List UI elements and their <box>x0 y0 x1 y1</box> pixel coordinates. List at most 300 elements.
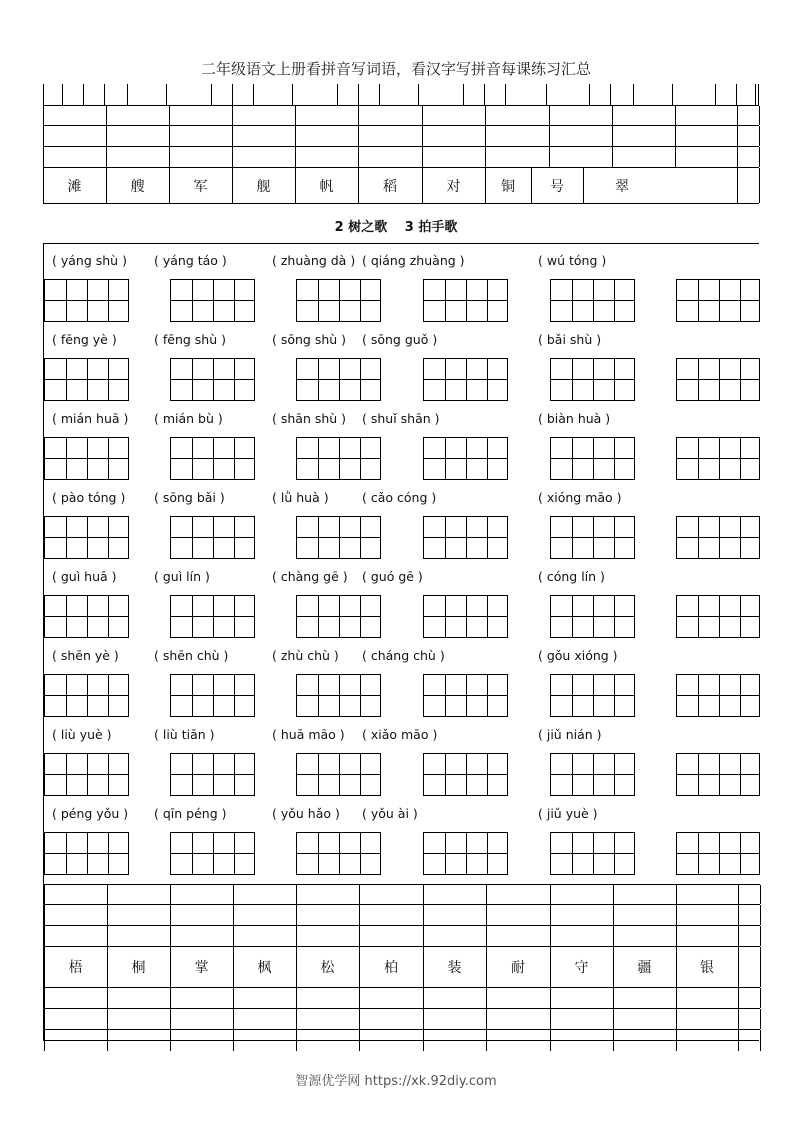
writing-box-group <box>44 674 129 717</box>
writing-box-group <box>676 674 760 717</box>
grid-line <box>445 754 446 795</box>
character-cell: 柏 <box>384 960 398 976</box>
grid-line <box>698 754 699 795</box>
grid-line <box>233 885 234 904</box>
pinyin-answer-row <box>43 126 759 147</box>
grid-line <box>339 596 340 637</box>
grid-line <box>213 754 214 795</box>
writing-box-group <box>296 832 381 875</box>
grid-line <box>737 106 738 125</box>
grid-line <box>572 280 573 321</box>
grid-line <box>676 988 677 1008</box>
writing-box-group <box>44 437 129 480</box>
grid-line <box>487 517 488 558</box>
grid-line <box>360 280 361 321</box>
pinyin-prompt: ( shuǐ shān ) <box>362 411 440 426</box>
page-title: 二年级语文上册看拼音写词语，看汉字写拼音每课练习汇总 <box>200 60 591 78</box>
writing-box-group <box>296 595 381 638</box>
grid-line <box>738 926 739 946</box>
writing-box-group <box>676 279 760 322</box>
notch-cell <box>127 84 167 106</box>
grid-line <box>234 280 235 321</box>
pinyin-prompt: ( shēn yè ) <box>52 648 119 663</box>
bottom-grid-row <box>44 947 760 988</box>
grid-line <box>486 1009 487 1029</box>
grid-line <box>738 1009 739 1029</box>
grid-line <box>487 754 488 795</box>
grid-line <box>318 438 319 479</box>
character-cell: 滩 <box>67 178 82 195</box>
pinyin-prompt: ( biàn huà ) <box>538 411 611 426</box>
grid-line <box>737 126 738 146</box>
character-cell: 翠 <box>615 178 629 195</box>
grid-line <box>759 106 760 125</box>
grid-line <box>612 147 613 167</box>
grid-line <box>487 438 488 479</box>
grid-line <box>192 359 193 400</box>
grid-line <box>339 280 340 321</box>
grid-line <box>107 905 108 925</box>
grid-line <box>358 106 359 125</box>
grid-line <box>760 947 761 987</box>
pinyin-prompt: ( mián huā ) <box>52 411 129 426</box>
character-cell: 号 <box>550 178 564 195</box>
grid-line <box>738 1030 739 1051</box>
writing-box-group <box>423 437 508 480</box>
grid-line <box>550 905 551 925</box>
writing-box-group <box>44 279 129 322</box>
pinyin-prompt: ( yǒu hǎo ) <box>272 806 340 821</box>
writing-box-group <box>550 516 635 559</box>
writing-box-group <box>550 437 635 480</box>
grid-line <box>549 147 550 167</box>
grid-line <box>192 596 193 637</box>
grid-line <box>677 537 759 538</box>
grid-line <box>698 833 699 874</box>
pinyin-prompt-row <box>44 797 760 833</box>
grid-line <box>66 359 67 400</box>
grid-line <box>485 147 486 167</box>
grid-line <box>423 905 424 925</box>
grid-line <box>192 438 193 479</box>
grid-line <box>676 1009 677 1029</box>
grid-line <box>108 833 109 874</box>
grid-line <box>108 359 109 400</box>
writing-box-group <box>170 358 255 401</box>
character-row <box>43 168 759 204</box>
bottom-grid-row <box>44 926 760 947</box>
grid-line <box>698 280 699 321</box>
grid-line <box>66 754 67 795</box>
character-cell: 银 <box>700 960 714 976</box>
grid-line <box>87 675 88 716</box>
grid-line <box>677 379 759 380</box>
grid-line <box>593 280 594 321</box>
grid-line <box>318 754 319 795</box>
writing-box-group <box>44 358 129 401</box>
grid-line <box>107 1009 108 1029</box>
grid-line <box>612 106 613 125</box>
grid-line <box>106 106 107 125</box>
grid-line <box>43 106 44 125</box>
pinyin-prompt: ( fēng yè ) <box>52 332 117 347</box>
grid-line <box>487 675 488 716</box>
grid-line <box>44 905 45 925</box>
grid-line <box>614 833 615 874</box>
grid-line <box>760 1030 761 1051</box>
pinyin-prompt: ( yǒu ài ) <box>362 806 418 821</box>
grid-line <box>719 438 720 479</box>
grid-line <box>677 616 759 617</box>
bottom-grid-row <box>44 1009 760 1030</box>
grid-line <box>677 300 759 301</box>
grid-line <box>466 754 467 795</box>
footer-watermark: 智源优学网 https://xk.92diy.com <box>295 1074 497 1089</box>
grid-line <box>233 988 234 1008</box>
grid-line <box>108 438 109 479</box>
grid-line <box>339 675 340 716</box>
grid-line <box>760 885 761 904</box>
grid-line <box>486 905 487 925</box>
grid-line <box>738 905 739 925</box>
notch-cell <box>83 84 105 106</box>
tianzige-row <box>44 516 760 559</box>
grid-line <box>487 359 488 400</box>
grid-line <box>740 438 741 479</box>
character-cell: 松 <box>320 960 335 976</box>
grid-line <box>698 517 699 558</box>
grid-line <box>360 754 361 795</box>
grid-line <box>107 885 108 904</box>
pinyin-prompt: ( yáng shù ) <box>52 253 127 268</box>
pinyin-prompt: ( mián bù ) <box>154 411 223 426</box>
grid-line <box>169 126 170 146</box>
grid-line <box>614 754 615 795</box>
grid-line <box>738 988 739 1008</box>
writing-box-group <box>676 832 760 875</box>
grid-line <box>296 1009 297 1029</box>
grid-line <box>87 833 88 874</box>
pinyin-prompt: ( gǒu xióng ) <box>538 648 618 663</box>
pinyin-prompt: ( zhù chù ) <box>272 648 339 663</box>
pinyin-prompt: ( jiǔ nián ) <box>538 727 602 742</box>
grid-line <box>423 1009 424 1029</box>
pinyin-answer-row <box>43 105 759 126</box>
grid-line <box>593 517 594 558</box>
grid-line <box>719 833 720 874</box>
pinyin-prompt: ( lǜ huà ) <box>272 490 329 505</box>
grid-line <box>572 517 573 558</box>
grid-line <box>66 280 67 321</box>
writing-box-group <box>423 753 508 796</box>
character-cell: 掌 <box>194 960 209 976</box>
grid-line <box>234 359 235 400</box>
grid-line <box>232 106 233 125</box>
grid-line <box>360 833 361 874</box>
grid-line <box>593 438 594 479</box>
grid-line <box>359 1030 360 1051</box>
grid-line <box>614 438 615 479</box>
grid-line <box>423 926 424 946</box>
pinyin-prompt: ( cóng lín ) <box>538 569 605 584</box>
grid-line <box>550 926 551 946</box>
tianzige-row <box>44 437 760 480</box>
grid-line <box>719 596 720 637</box>
grid-line <box>192 517 193 558</box>
grid-line <box>445 675 446 716</box>
pinyin-prompt: ( péng yǒu ) <box>52 806 129 821</box>
notch-cell <box>253 84 293 106</box>
grid-line <box>43 147 44 167</box>
character-cell: 梧 <box>68 960 83 976</box>
character-cell: 铜 <box>501 178 515 195</box>
writing-box-group <box>44 516 129 559</box>
bottom-grid-row <box>44 884 760 905</box>
notch-cell <box>505 84 547 106</box>
grid-line <box>360 596 361 637</box>
notch-cell <box>43 84 63 106</box>
grid-line <box>233 905 234 925</box>
character-cell: 帆 <box>319 178 334 195</box>
grid-line <box>760 1009 761 1029</box>
grid-line <box>213 517 214 558</box>
grid-line <box>107 1030 108 1051</box>
writing-box-group <box>550 674 635 717</box>
grid-line <box>232 126 233 146</box>
grid-line <box>359 988 360 1008</box>
grid-line <box>295 147 296 167</box>
grid-line <box>422 147 423 167</box>
character-cell: 耐 <box>511 960 525 976</box>
grid-line <box>487 833 488 874</box>
writing-box-group <box>423 516 508 559</box>
pinyin-prompt: ( qiáng zhuàng ) <box>362 253 465 268</box>
grid-line <box>107 988 108 1008</box>
grid-line <box>677 695 759 696</box>
grid-line <box>44 885 45 904</box>
grid-line <box>170 885 171 904</box>
grid-line <box>593 596 594 637</box>
grid-line <box>234 596 235 637</box>
grid-line <box>192 675 193 716</box>
pinyin-prompt: ( jiǔ yuè ) <box>538 806 598 821</box>
grid-line <box>234 833 235 874</box>
bottom-grid-row <box>44 988 760 1009</box>
grid-line <box>232 147 233 167</box>
grid-line <box>740 280 741 321</box>
grid-line <box>740 833 741 874</box>
grid-line <box>677 774 759 775</box>
grid-line <box>339 833 340 874</box>
grid-line <box>466 596 467 637</box>
grid-line <box>358 147 359 167</box>
grid-line <box>108 596 109 637</box>
grid-line <box>234 517 235 558</box>
grid-line <box>614 675 615 716</box>
grid-line <box>170 988 171 1008</box>
grid-line <box>485 126 486 146</box>
grid-line <box>43 126 44 146</box>
pinyin-prompt: ( qīn péng ) <box>154 806 227 821</box>
grid-line <box>296 926 297 946</box>
grid-line <box>719 754 720 795</box>
grid-line <box>318 280 319 321</box>
grid-line <box>719 280 720 321</box>
grid-line <box>233 926 234 946</box>
grid-line <box>466 833 467 874</box>
writing-box-group <box>296 437 381 480</box>
grid-line <box>486 926 487 946</box>
grid-line <box>107 926 108 946</box>
grid-line <box>759 168 760 203</box>
pinyin-prompt-row <box>44 560 760 596</box>
pinyin-prompt: ( chàng gē ) <box>272 569 348 584</box>
grid-line <box>593 359 594 400</box>
character-cell: 疆 <box>637 960 652 976</box>
grid-line <box>360 438 361 479</box>
grid-line <box>572 359 573 400</box>
grid-line <box>740 754 741 795</box>
grid-line <box>66 833 67 874</box>
character-cell: 枫 <box>257 960 272 976</box>
grid-line <box>445 833 446 874</box>
pinyin-prompt: ( sōng shù ) <box>272 332 347 347</box>
grid-line <box>740 675 741 716</box>
pinyin-prompt-row <box>44 481 760 517</box>
writing-box-group <box>170 832 255 875</box>
writing-box-group <box>423 595 508 638</box>
top-char-grid <box>43 105 759 204</box>
pinyin-prompt: ( sōng bǎi ) <box>154 490 225 505</box>
writing-box-group <box>423 674 508 717</box>
grid-line <box>613 1030 614 1051</box>
grid-line <box>737 147 738 167</box>
grid-line <box>359 1009 360 1029</box>
grid-line <box>66 675 67 716</box>
grid-line <box>318 359 319 400</box>
pinyin-prompt: ( wú tóng ) <box>538 253 607 268</box>
grid-line <box>423 988 424 1008</box>
pinyin-prompt: ( guì huā ) <box>52 569 117 584</box>
grid-line <box>613 926 614 946</box>
grid-line <box>87 754 88 795</box>
pinyin-prompt: ( bǎi shù ) <box>538 332 602 347</box>
grid-line <box>759 147 760 167</box>
grid-line <box>550 885 551 904</box>
notch-cell <box>211 84 233 106</box>
grid-line <box>87 359 88 400</box>
grid-line <box>234 675 235 716</box>
grid-line <box>339 517 340 558</box>
grid-line <box>486 885 487 904</box>
lesson-title: 2 树之歌 3 拍手歌 <box>334 220 458 235</box>
grid-line <box>87 438 88 479</box>
grid-line <box>234 438 235 479</box>
grid-line <box>445 438 446 479</box>
character-cell: 桐 <box>131 960 146 976</box>
tianzige-row <box>44 832 760 875</box>
grid-line <box>359 905 360 925</box>
pinyin-prompt: ( sōng guǒ ) <box>362 332 438 347</box>
pinyin-prompt: ( cǎo cóng ) <box>362 490 437 505</box>
grid-line <box>170 1009 171 1029</box>
grid-line <box>614 596 615 637</box>
grid-line <box>445 280 446 321</box>
pinyin-prompt: ( shēn chù ) <box>154 648 229 663</box>
grid-line <box>613 1009 614 1029</box>
grid-line <box>698 438 699 479</box>
grid-line <box>359 885 360 904</box>
grid-line <box>698 596 699 637</box>
grid-line <box>760 988 761 1008</box>
grid-line <box>466 517 467 558</box>
top-notch-row <box>43 84 759 106</box>
grid-line <box>66 438 67 479</box>
writing-box-group <box>676 516 760 559</box>
grid-line <box>466 675 467 716</box>
pinyin-prompt: ( xiǎo māo ) <box>362 727 438 742</box>
grid-line <box>170 926 171 946</box>
grid-line <box>550 1030 551 1051</box>
pinyin-prompt: ( shān shù ) <box>272 411 347 426</box>
notch-cell <box>755 84 759 106</box>
bottom-grid-row <box>44 1030 760 1051</box>
grid-line <box>87 280 88 321</box>
writing-box-group <box>550 832 635 875</box>
tianzige-row <box>44 358 760 401</box>
grid-line <box>360 517 361 558</box>
pinyin-prompt: ( xióng māo ) <box>538 490 622 505</box>
grid-line <box>677 458 759 459</box>
grid-line <box>318 596 319 637</box>
grid-line <box>486 988 487 1008</box>
writing-box-group <box>550 595 635 638</box>
grid-line <box>213 438 214 479</box>
grid-line <box>213 280 214 321</box>
grid-line <box>108 754 109 795</box>
tianzige-row <box>44 674 760 717</box>
notch-cell <box>379 84 419 106</box>
pinyin-prompt: ( pào tóng ) <box>52 490 126 505</box>
grid-line <box>445 517 446 558</box>
grid-line <box>487 280 488 321</box>
notch-cell <box>337 84 359 106</box>
grid-line <box>549 126 550 146</box>
grid-line <box>593 675 594 716</box>
grid-line <box>358 126 359 146</box>
grid-line <box>192 754 193 795</box>
grid-line <box>445 596 446 637</box>
grid-line <box>740 517 741 558</box>
grid-line <box>233 1030 234 1051</box>
lesson-worksheet <box>43 243 759 1041</box>
pinyin-prompt: ( fēng shù ) <box>154 332 226 347</box>
grid-line <box>169 147 170 167</box>
writing-box-group <box>550 279 635 322</box>
pinyin-prompt: ( huā māo ) <box>272 727 345 742</box>
grid-line <box>698 675 699 716</box>
notch-cell <box>715 84 737 106</box>
grid-line <box>737 168 738 203</box>
grid-line <box>213 359 214 400</box>
grid-line <box>234 754 235 795</box>
character-cell: 艘 <box>130 178 145 195</box>
writing-box-group <box>170 279 255 322</box>
writing-box-group <box>423 358 508 401</box>
writing-box-group <box>296 358 381 401</box>
grid-line <box>66 517 67 558</box>
writing-box-group <box>676 595 760 638</box>
